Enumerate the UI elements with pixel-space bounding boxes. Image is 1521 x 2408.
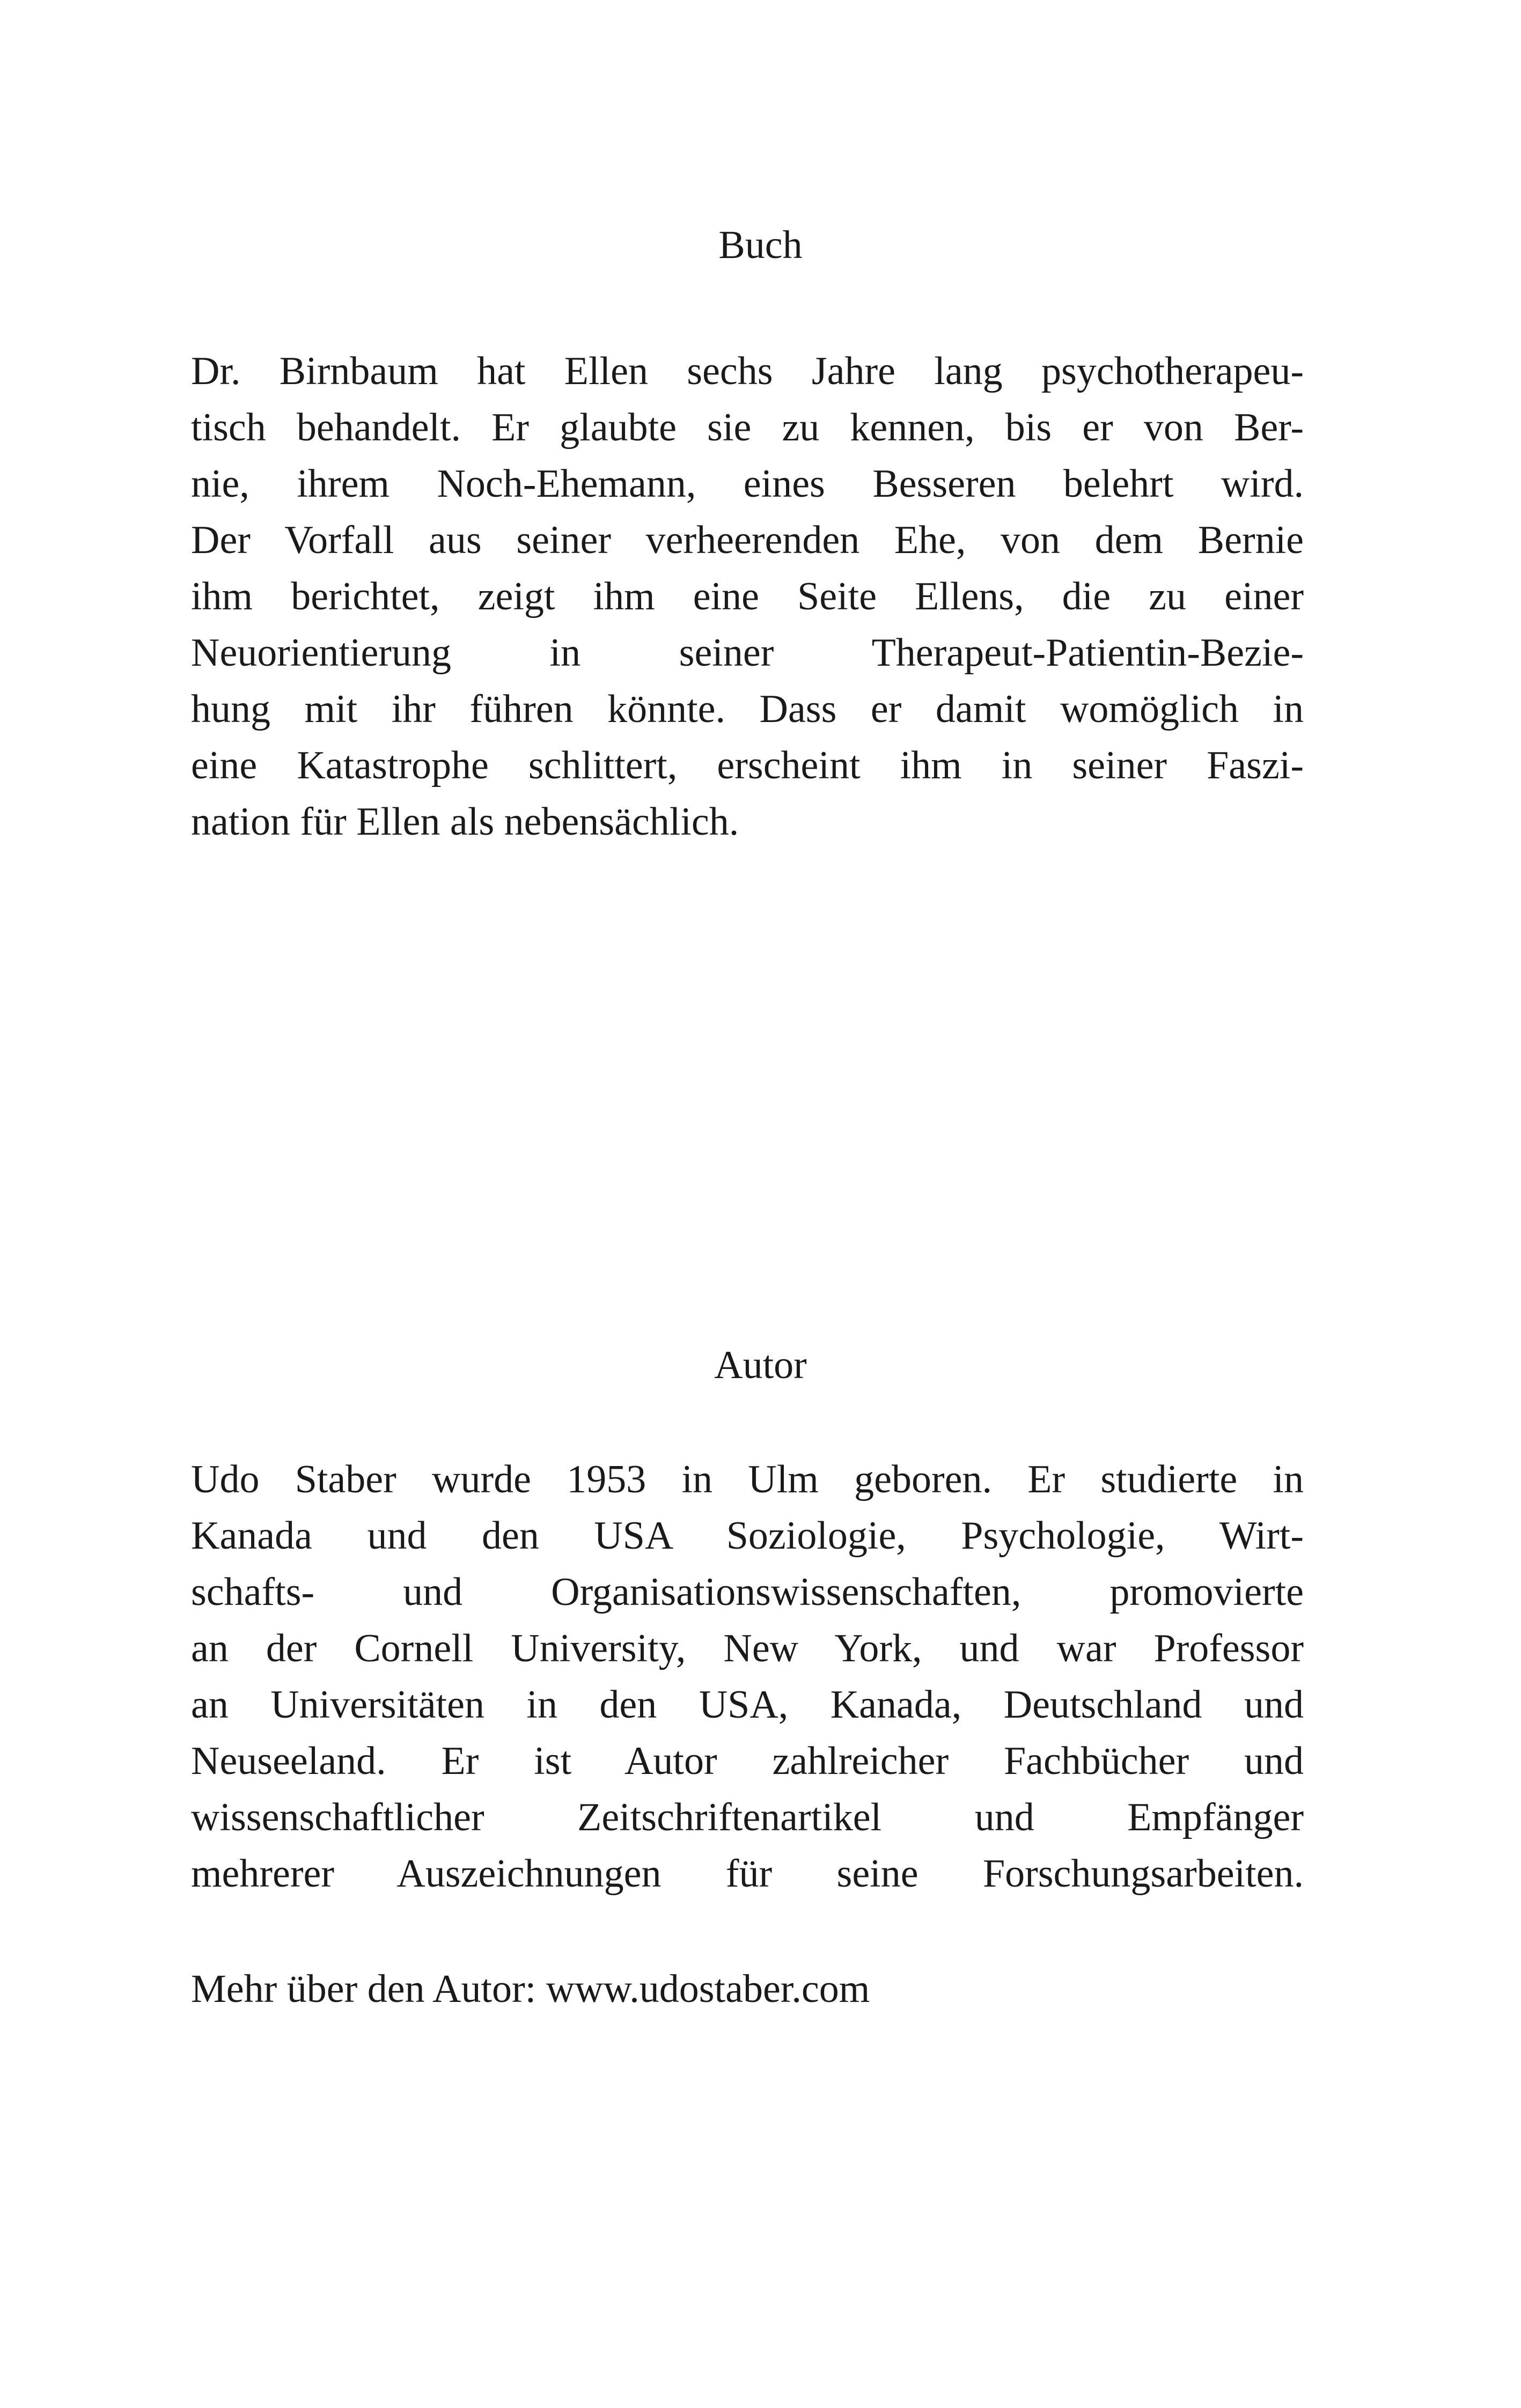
paragraph-line: Neuseeland. Er ist Autor zahlreicher Fachbücher und (191, 1739, 1304, 1783)
paragraph-line: Neuorientierung in seiner Therapeut-Patientin-Bezie- (191, 631, 1304, 675)
section-heading-buch: Buch (718, 223, 803, 267)
paragraph-line: Udo Staber wurde 1953 in Ulm geboren. Er studierte in (191, 1457, 1304, 1501)
paragraph-line: an Universitäten in den USA, Kanada, Deutschland und (191, 1683, 1304, 1727)
paragraph-line: ihm berichtet, zeigt ihm eine Seite Ellens, die zu einer (191, 575, 1304, 618)
paragraph-line: tisch behandelt. Er glaubte sie zu kennen, bis er von Ber- (191, 406, 1304, 450)
paragraph-line: an der Cornell University, New York, und war Professor (191, 1626, 1304, 1670)
paragraph-line: Kanada und den USA Soziologie, Psychologie, Wirt- (191, 1514, 1304, 1558)
paragraph-line: Der Vorfall aus seiner verheerenden Ehe, von dem Bernie (191, 518, 1304, 562)
author-biography (191, 1452, 1304, 1902)
paragraph-line: hung mit ihr führen könnte. Dass er damit womöglich in (191, 687, 1304, 731)
paragraph-line: schafts- und Organisationswissenschaften, promovierte (191, 1570, 1304, 1614)
author-website-note (191, 1961, 1304, 2017)
paragraph-line: wissenschaftlicher Zeitschriftenartikel und Empfänger (191, 1795, 1304, 1839)
paragraph-line: eine Katastrophe schlittert, erscheint ihm in seiner Faszi- (191, 743, 1304, 787)
author-website-line: Mehr über den Autor: www.udostaber.com (191, 1967, 870, 2011)
section-heading-autor: Autor (714, 1343, 807, 1387)
paragraph-line: Dr. Birnbaum hat Ellen sechs Jahre lang psychotherapeu- (191, 349, 1304, 393)
book-description (191, 343, 1304, 850)
paragraph-line: mehrerer Auszeichnungen für seine Forschungsarbeiten. (191, 1852, 1304, 1896)
paragraph-line: nie, ihrem Noch-Ehemann, eines Besseren belehrt wird. (191, 462, 1304, 506)
paragraph-line: nation für Ellen als nebensächlich. (191, 800, 739, 844)
